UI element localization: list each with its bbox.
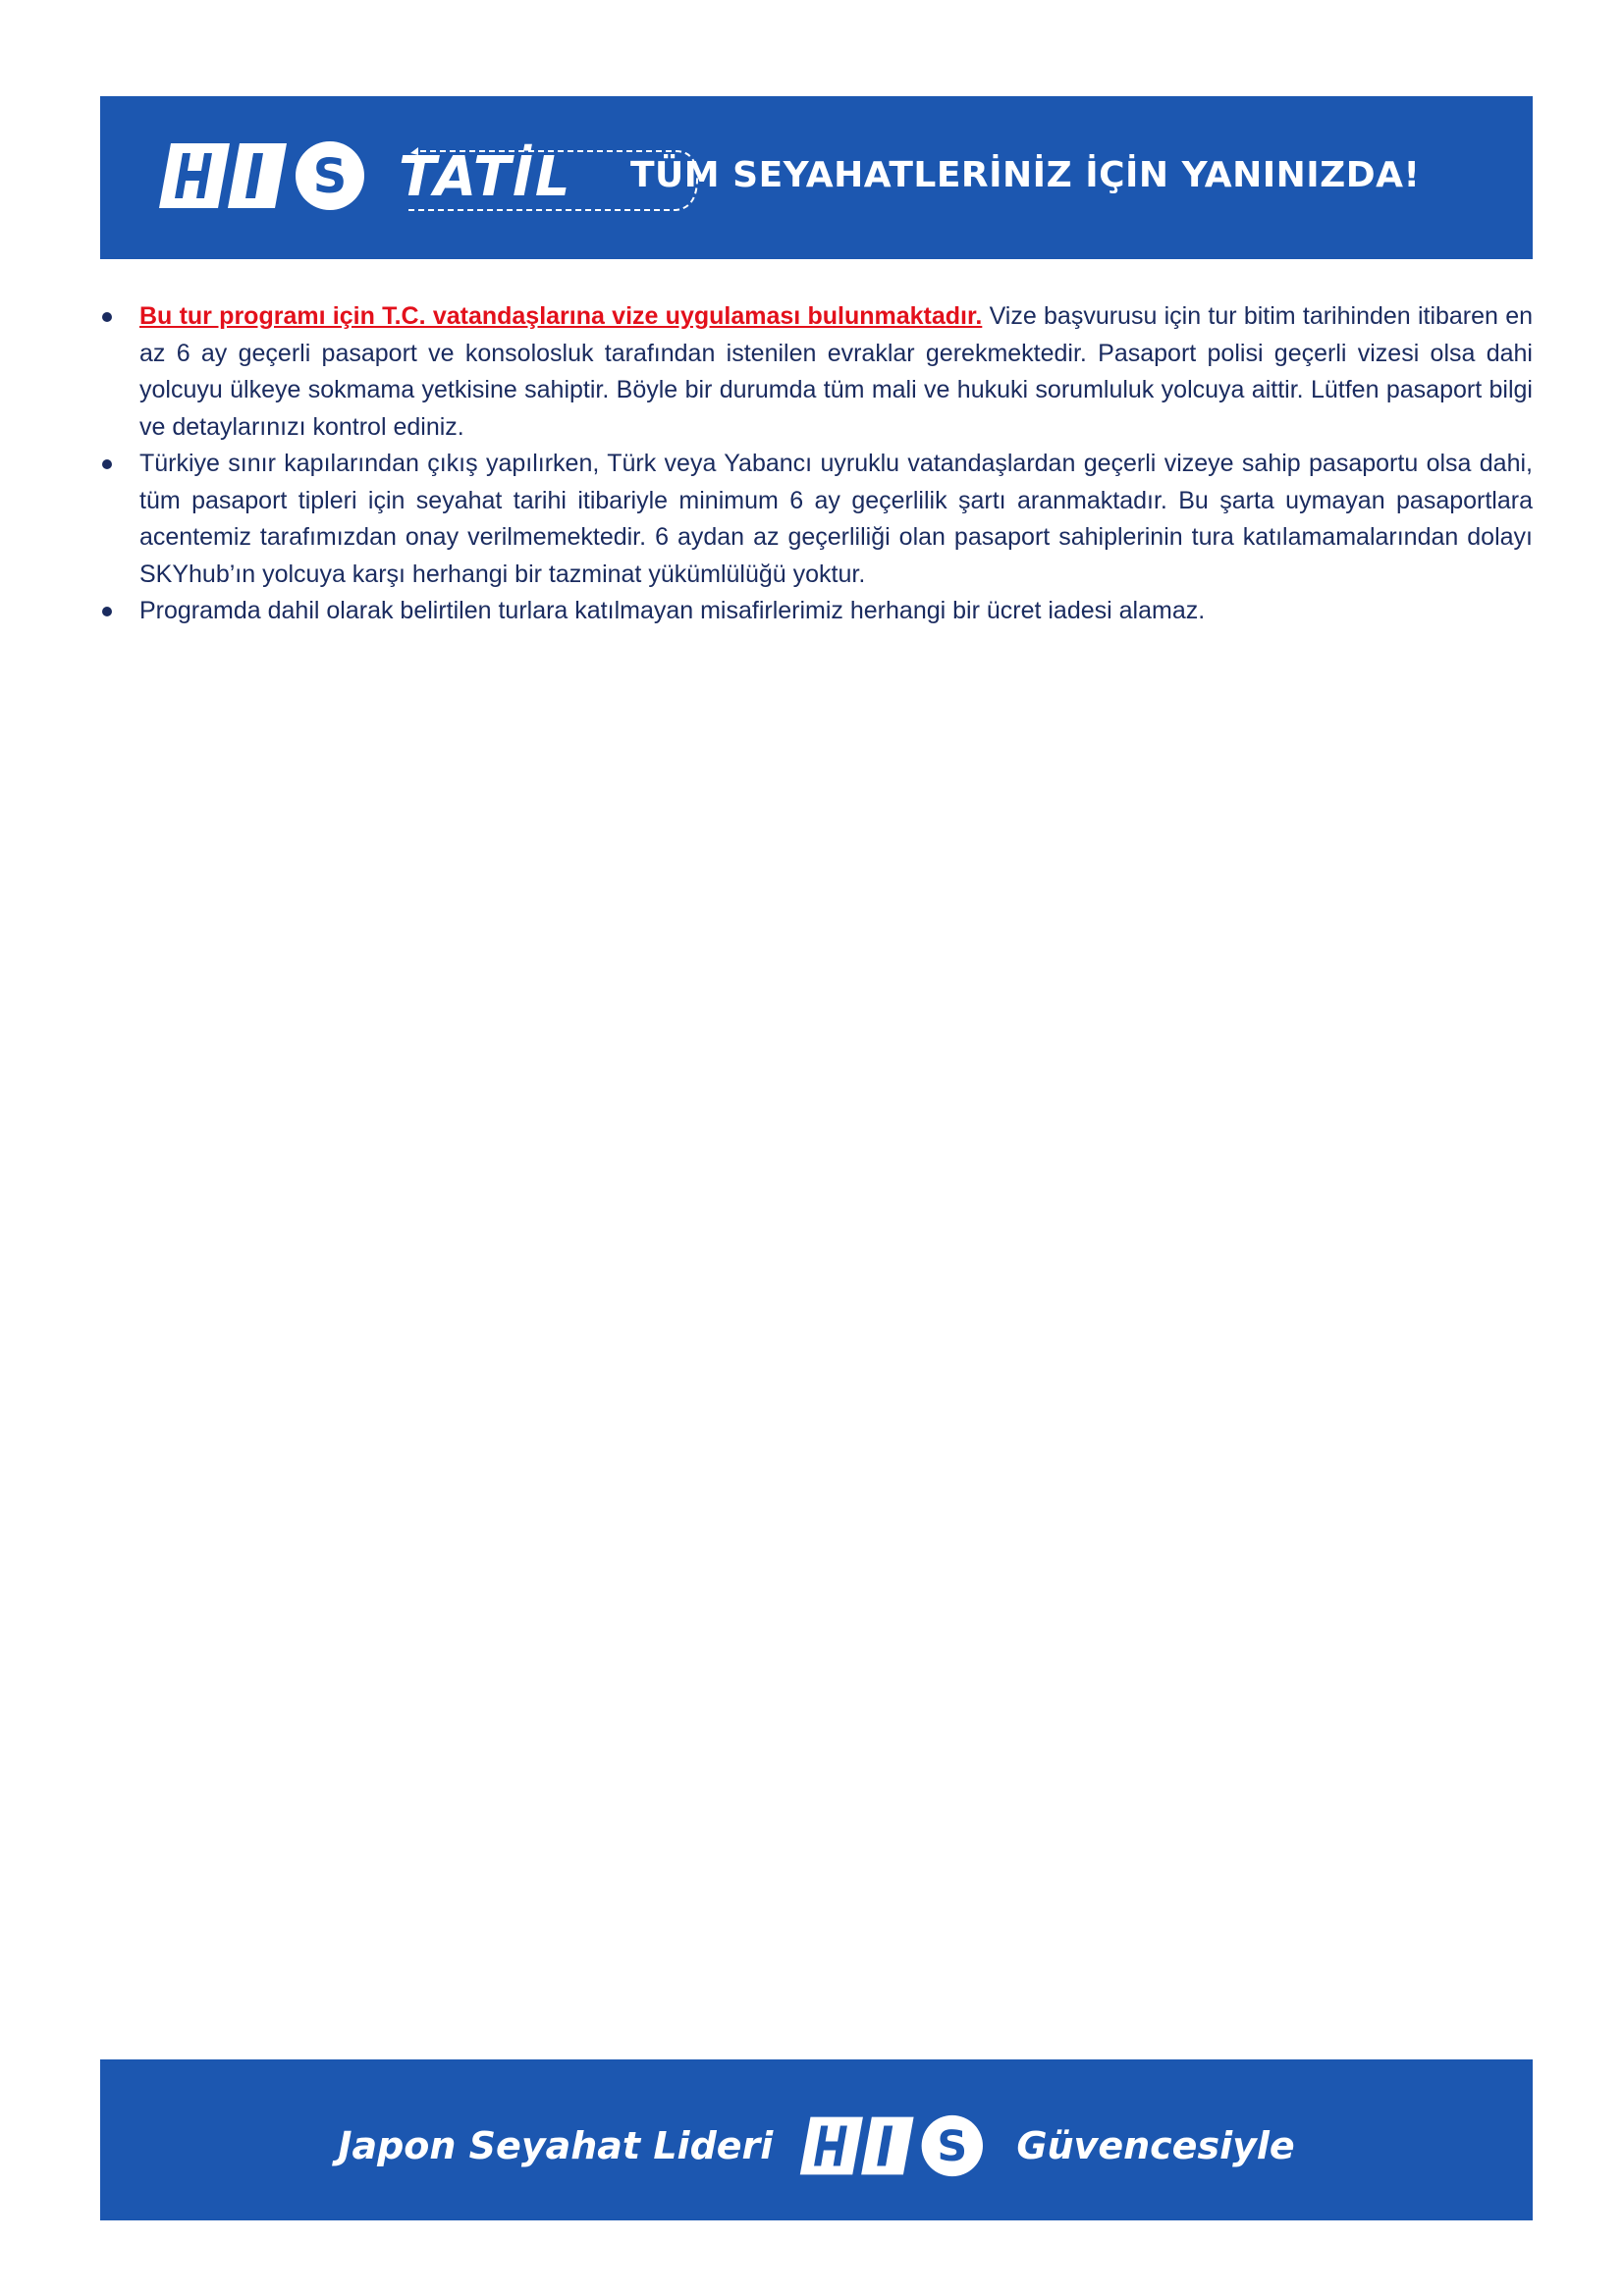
- list-item-text: Türkiye sınır kapılarından çıkış yapılırken, Türk veya Yabancı uyruklu vatandaşlardan geçerli vizeye sahip pasaportu olsa dahi, tüm pasaport tipleri için seyahat tarihi itibariyle minimum 6 ay geçerlilik şartı aranmaktadır. Bu şarta uymayan pasaportlara acentemiz tarafımızdan onay verilmemektedir. 6 aydan az geçerliliği olan pasaport sahiplerinin tura katılamamalarından dolayı SKYhub’ın yolcuya karşı herhangi bir tazminat yükümlülüğü yoktur.: [139, 450, 1533, 588]
- his-logo-mark: [798, 2113, 991, 2178]
- list-item: [100, 593, 1533, 630]
- bullet-icon: [102, 459, 112, 469]
- footer-banner: [100, 2059, 1533, 2220]
- svg-text:S: S: [937, 2122, 968, 2172]
- footer-slogan: [338, 2113, 1294, 2178]
- his-logo: [157, 139, 373, 212]
- list-item: [100, 446, 1533, 593]
- footer-left-text: Japon Seyahat Lideri: [338, 2124, 774, 2167]
- his-logo-mark: [157, 139, 373, 212]
- header-tagline: TÜM SEYAHATLERİNİZ İÇİN YANINIZDA!: [630, 155, 1421, 195]
- visa-warning: Bu tur programı için T.C. vatandaşlarına vize uygulaması bulunmaktadır.: [139, 302, 983, 330]
- list-item-text: Programda dahil olarak belirtilen turlara katılmayan misafirlerimiz herhangi bir ücret iadesi alamaz.: [139, 597, 1206, 624]
- bullet-icon: [102, 312, 112, 322]
- header-banner: [100, 96, 1533, 259]
- svg-text:S: S: [312, 149, 348, 204]
- footer-right-text: Güvencesiyle: [1016, 2124, 1295, 2167]
- tatil-brand-text: TATİL: [399, 145, 572, 209]
- bullet-icon: [102, 607, 112, 616]
- notes-section: [100, 298, 1533, 630]
- list-item-text: Vize başvurusu için tur bitim tarihinden itibaren en az 6 ay geçerli pasaport ve konsolosluk tarafından istenilen evraklar gerekmektedir. Pasaport polisi geçerli vizesi olsa dahi yolcuyu ülkeye sokmama yetkisine sahiptir. Böyle bir durumda tüm mali ve hukuki sorumluluk yolcuya aittir. Lütfen pasaport bilgi ve detaylarınızı kontrol ediniz.: [139, 302, 1534, 441]
- notes-list: [100, 298, 1533, 630]
- list-item: [100, 298, 1533, 446]
